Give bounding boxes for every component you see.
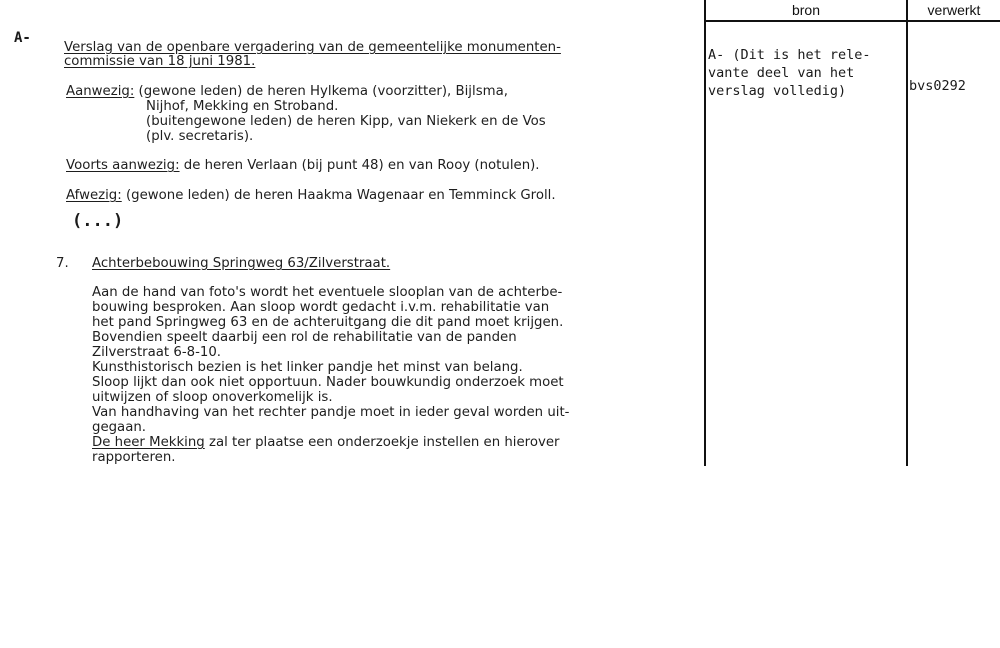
afwezig-text: (gewone leden) de heren Haakma Wagenaar en Temminck Groll. [121, 188, 556, 203]
voorts-text: de heren Verlaan (bij punt 48) en van Rooy (notulen). [179, 158, 540, 173]
aanwezig-label: Aanwezig: [66, 84, 135, 99]
aanwezig-text: (gewone leden) de heren Hylkema (voorzitter), Bijlsma, [134, 84, 508, 99]
header-rule [704, 20, 1000, 22]
item-body-line: gegaan. [92, 420, 147, 435]
item-body-line: Zilverstraat 6-8-10. [92, 345, 222, 360]
item-body-line: rapporteren. [92, 450, 176, 465]
afwezig-line [66, 188, 556, 203]
omission-ellipsis: (...) [72, 211, 124, 231]
aanwezig-line: (plv. secretaris). [146, 129, 254, 144]
voorts-label: Voorts aanwezig: [66, 158, 180, 173]
item-body-line: Van handhaving van het rechter pandje moet in ieder geval worden uit- [92, 405, 570, 420]
item-body-line: het pand Springweg 63 en de achteruitgang die dit pand moet krijgen. [92, 315, 564, 330]
bron-note [708, 46, 898, 100]
mekking-reference: De heer Mekking [92, 435, 205, 450]
aanwezig-line [66, 84, 508, 99]
item-body-line: Kunsthistorisch bezien is het linker pandje het minst van belang. [92, 360, 523, 375]
item-body-text: zal ter plaatse een onderzoekje instellen en hierover [204, 435, 560, 450]
bron-right-rule [906, 0, 908, 466]
bron-column-header: bron [791, 2, 821, 18]
voorts-line [66, 158, 540, 173]
verwerkt-column-header: verwerkt [927, 2, 981, 18]
item-body-line: Aan de hand van foto's wordt het eventuele slooplan van de achterbe- [92, 285, 563, 300]
item-body-line: Sloop lijkt dan ook niet opportuun. Nader bouwkundig onderzoek moet [92, 375, 564, 390]
item-body-line: uitwijzen of sloop onoverkomelijk is. [92, 390, 333, 405]
verwerkt-value: bvs0292 [909, 78, 966, 94]
report-title-line: commissie van 18 juni 1981. [64, 54, 256, 69]
report-title-line: Verslag van de openbare vergadering van de gemeentelijke monumenten- [64, 40, 561, 55]
item-number: 7. [56, 256, 69, 271]
margin-marker: A- [14, 30, 31, 46]
item-body-line: bouwing besproken. Aan sloop wordt gedacht i.v.m. rehabilitatie van [92, 300, 550, 315]
bron-note-line: vante deel van het [708, 65, 855, 81]
bron-note-line: verslag volledig) [708, 83, 847, 99]
aanwezig-line: (buitengewone leden) de heren Kipp, van Niekerk en de Vos [146, 114, 546, 129]
item-body-line [92, 435, 560, 450]
bron-note-line: A- (Dit is het rele- [708, 47, 871, 63]
item-body-line: Bovendien speelt daarbij een rol de rehabilitatie van de panden [92, 330, 517, 345]
bron-left-rule [704, 0, 706, 466]
aanwezig-line: Nijhof, Mekking en Stroband. [146, 99, 339, 114]
item-heading: Achterbebouwing Springweg 63/Zilverstraat. [92, 256, 391, 271]
afwezig-label: Afwezig: [66, 188, 122, 203]
